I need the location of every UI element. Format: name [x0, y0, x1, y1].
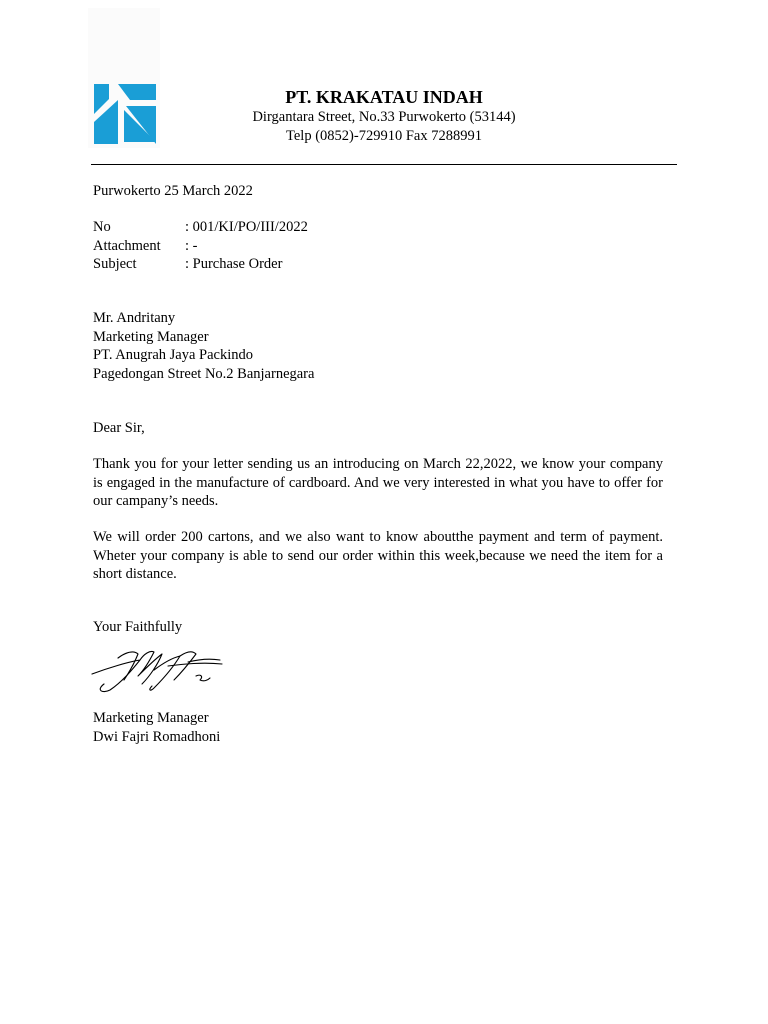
letter-meta: [93, 218, 308, 274]
salutation: Dear Sir,: [93, 420, 145, 436]
body-paragraph-2: We will order 200 cartons, and we also want to know aboutthe payment and term of payment. Wheter your company is able to send our order within this week,because we need the item for a short distance.: [93, 529, 663, 582]
letterhead: [90, 86, 678, 146]
meta-label: Attachment: [93, 237, 161, 254]
meta-row-number: [93, 218, 308, 237]
meta-row-subject: [93, 255, 308, 274]
company-contact: Telp (0852)-729910 Fax 7288991: [286, 128, 482, 144]
signer-title: Marketing Manager: [93, 710, 209, 726]
signer-name: Dwi Fajri Romadhoni: [93, 728, 221, 745]
company-address: Dirgantara Street, No.33 Purwokerto (53144): [252, 109, 516, 125]
meta-row-attachment: [93, 237, 308, 256]
recipient-title: Marketing Manager: [93, 328, 209, 345]
meta-label: No: [93, 219, 111, 235]
meta-value: : Purchase Order: [185, 256, 283, 272]
meta-value: : -: [185, 237, 198, 254]
recipient-name: Mr. Andritany: [93, 310, 176, 326]
meta-label: Subject: [93, 256, 137, 272]
handwritten-signature: [88, 640, 228, 696]
body-paragraph-1: Thank you for your letter sending us an introducing on March 22,2022, we know your company is engaged in the manufacture of cardboard. And we very interested in what you have to offer for our campany’s needs.: [93, 456, 663, 509]
recipient-address: Pagedongan Street No.2 Banjarnegara: [93, 365, 315, 382]
company-name: PT. KRAKATAU INDAH: [285, 87, 483, 107]
closing: Your Faithfully: [93, 619, 183, 635]
meta-value: : 001/KI/PO/III/2022: [185, 219, 308, 235]
date-line: Purwokerto 25 March 2022: [93, 183, 253, 199]
recipient-company: PT. Anugrah Jaya Packindo: [93, 347, 254, 363]
letterhead-divider: [91, 164, 677, 165]
